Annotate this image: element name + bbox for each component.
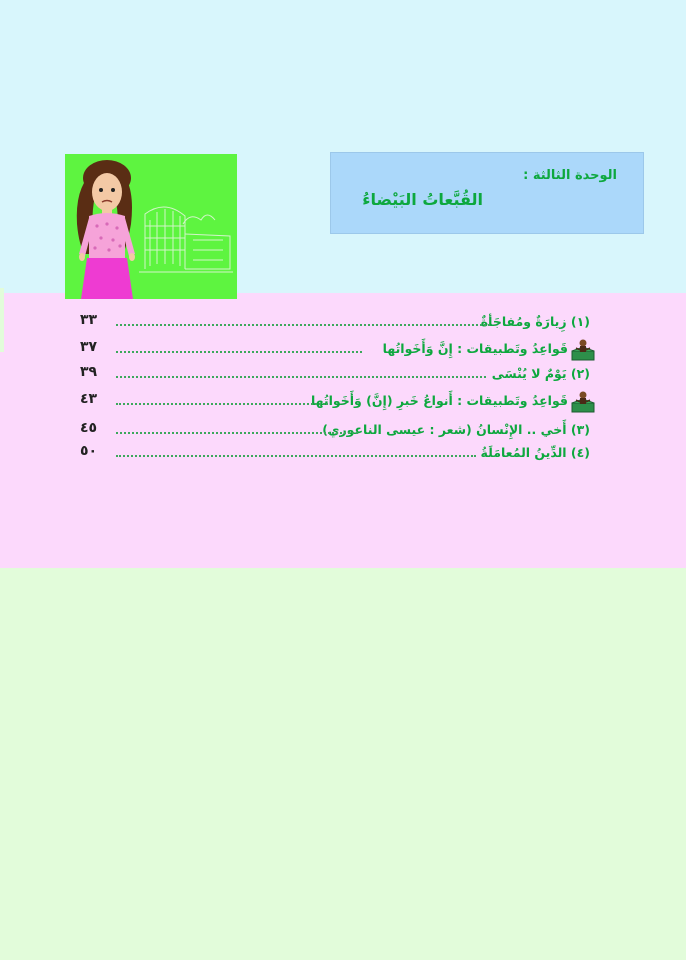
toc-entry-6[interactable] <box>70 443 596 465</box>
teacher-book-icon <box>570 338 596 362</box>
toc-entry-title: (٤) الدِّينُ المُعامَلَةُ <box>480 445 590 460</box>
toc-page-number: ٤٣ <box>80 391 98 407</box>
toc-entry-5[interactable] <box>70 420 596 442</box>
toc-entry-title: (١) زِيارَةٌ ومُفاجَأةٌ <box>480 314 590 329</box>
toc-entry-1[interactable] <box>70 312 596 334</box>
dotted-leader <box>116 376 486 378</box>
toc-page-number: ٣٧ <box>80 339 98 355</box>
teacher-book-icon <box>570 390 596 414</box>
dotted-leader <box>116 432 358 434</box>
toc-page-number: ٥٠ <box>80 443 98 459</box>
unit-label: الوحدة الثالثة : <box>523 168 617 183</box>
toc-entry-title: (٣) أَخي .. الإِنْسانُ (شعر : عيسى الناعوري) <box>322 422 590 437</box>
dotted-leader <box>116 324 490 326</box>
dotted-leader <box>116 403 328 405</box>
dotted-leader <box>116 351 362 353</box>
toc-entry-title: قَواعِدُ وتَطبيقات : إِنَّ وَأَخَواتُها <box>382 341 568 356</box>
dotted-leader <box>116 455 476 457</box>
band-edge-strip <box>0 288 4 352</box>
toc-entry-3[interactable] <box>70 364 596 386</box>
toc-page-number: ٣٩ <box>80 364 98 380</box>
unit-heading-box <box>330 152 644 234</box>
toc-entry-title: (٢) يَوْمٌ لا يُنْسَى <box>491 366 590 381</box>
toc-entry-2[interactable] <box>70 339 596 361</box>
toc-entry-title: قَواعِدُ وتَطبيقات : أَنواعُ خَبرِ (إِنَّ) وَأَخَواتُها <box>310 393 568 408</box>
toc-page-number: ٤٥ <box>80 420 98 436</box>
bottom-band <box>0 568 686 960</box>
unit-title: القُبَّعاتُ البَيْضاءُ <box>362 190 483 209</box>
toc-entry-4[interactable] <box>70 391 596 413</box>
girl-illustration <box>65 154 237 299</box>
toc-page-number: ٣٣ <box>80 312 98 328</box>
